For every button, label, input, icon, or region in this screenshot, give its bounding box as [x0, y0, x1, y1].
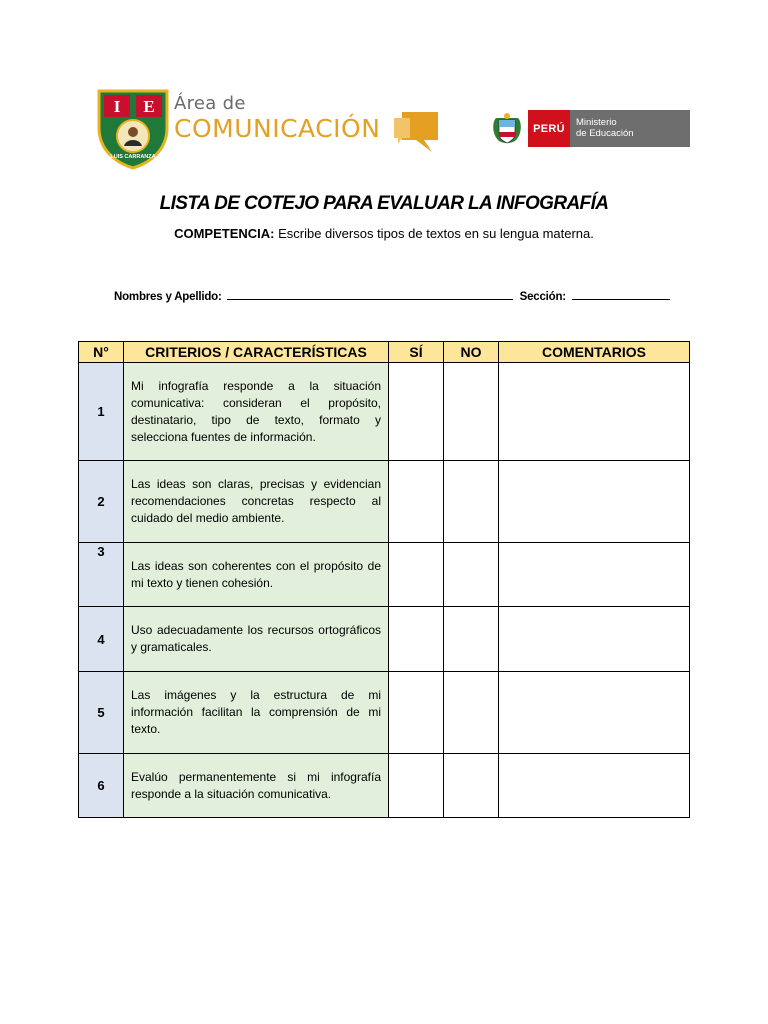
chat-bubble-icon [392, 110, 440, 156]
student-info-line [114, 289, 670, 303]
section-label: Sección: [519, 291, 566, 303]
document-title: LISTA DE COTEJO PARA EVALUAR LA INFOGRAFÍA [159, 193, 609, 214]
si-checkbox-cell[interactable] [389, 461, 444, 543]
si-checkbox-cell[interactable] [389, 672, 444, 754]
row-number: 4 [79, 607, 124, 672]
comments-cell[interactable] [499, 461, 690, 543]
section-field[interactable] [572, 289, 670, 300]
criterion-text [124, 363, 389, 461]
table-header-row [79, 342, 690, 363]
ministry-line-1: Ministerio [576, 117, 617, 128]
row-number: 3 [79, 543, 124, 607]
header-comments: COMENTARIOS [499, 342, 690, 363]
comments-cell[interactable] [499, 363, 690, 461]
si-checkbox-cell[interactable] [389, 543, 444, 607]
row-number: 6 [79, 754, 124, 818]
criterion-text-span: Las ideas son coherentes con el propósito de mi texto y tienen cohesión. [131, 558, 381, 590]
row-number: 5 [79, 672, 124, 754]
no-checkbox-cell[interactable] [444, 461, 499, 543]
competencia-label: COMPETENCIA: [174, 226, 275, 241]
no-checkbox-cell[interactable] [444, 672, 499, 754]
no-checkbox-cell[interactable] [444, 543, 499, 607]
table-row [79, 672, 690, 754]
document-header [0, 0, 768, 180]
comments-cell[interactable] [499, 607, 690, 672]
row-number: 2 [79, 461, 124, 543]
criterion-text-span: Mi infografía responde a la situación comunicativa: consideran el propósito, destinatario, tipo de texto, formato y selecciona fuentes de información. [131, 378, 381, 444]
si-checkbox-cell[interactable] [389, 607, 444, 672]
table-row [79, 363, 690, 461]
crest-letter-i: I [113, 97, 121, 116]
no-checkbox-cell[interactable] [444, 363, 499, 461]
crest-ribbon-text: LUIS CARRANZA [110, 154, 156, 160]
competencia-text: Escribe diversos tipos de textos en su lengua materna. [274, 226, 594, 241]
row-number: 1 [79, 363, 124, 461]
table-row [79, 543, 690, 607]
table-row [79, 754, 690, 818]
criterion-text [124, 543, 389, 607]
school-crest-logo [96, 88, 170, 170]
si-checkbox-cell[interactable] [389, 754, 444, 818]
criterion-text-span: Uso adecuadamente los recursos ortográficos y gramaticales. [131, 623, 381, 654]
criterion-text-span: Evalúo permanentemente si mi infografía responde a la situación comunicativa. [131, 769, 381, 801]
crest-letter-e: E [143, 97, 155, 116]
header-si: SÍ [389, 342, 444, 363]
name-field[interactable] [227, 289, 513, 300]
criterion-text [124, 754, 389, 818]
comments-cell[interactable] [499, 754, 690, 818]
criterion-text [124, 461, 389, 543]
criterion-text [124, 672, 389, 754]
criterion-text-span: Las ideas son claras, precisas y evidencian recomendaciones concretas respecto al cuidado del medio ambiente. [131, 477, 381, 525]
peru-coat-of-arms-icon [490, 112, 524, 148]
no-checkbox-cell[interactable] [444, 754, 499, 818]
comments-cell[interactable] [499, 543, 690, 607]
no-checkbox-cell[interactable] [444, 607, 499, 672]
name-label: Nombres y Apellido: [114, 291, 222, 303]
si-checkbox-cell[interactable] [389, 363, 444, 461]
area-title-block [174, 93, 380, 144]
criterion-text [124, 607, 389, 672]
ministry-line-2: de Educación [576, 127, 634, 139]
table-row [79, 461, 690, 543]
header-num: N° [79, 342, 124, 363]
table-row [79, 607, 690, 672]
header-no: NO [444, 342, 499, 363]
area-subtitle: Área de [174, 93, 246, 114]
competencia-line [0, 226, 768, 241]
criterion-text-span: Las imágenes y la estructura de mi información facilitan la comprensión de mi texto. [131, 688, 381, 736]
area-title: COMUNICACIÓN [174, 114, 381, 143]
header-criteria: CRITERIOS / CARACTERÍSTICAS [124, 342, 389, 363]
ministry-logo [570, 110, 690, 147]
comments-cell[interactable] [499, 672, 690, 754]
peru-label: PERÚ [528, 110, 570, 147]
checklist-table [78, 341, 690, 818]
